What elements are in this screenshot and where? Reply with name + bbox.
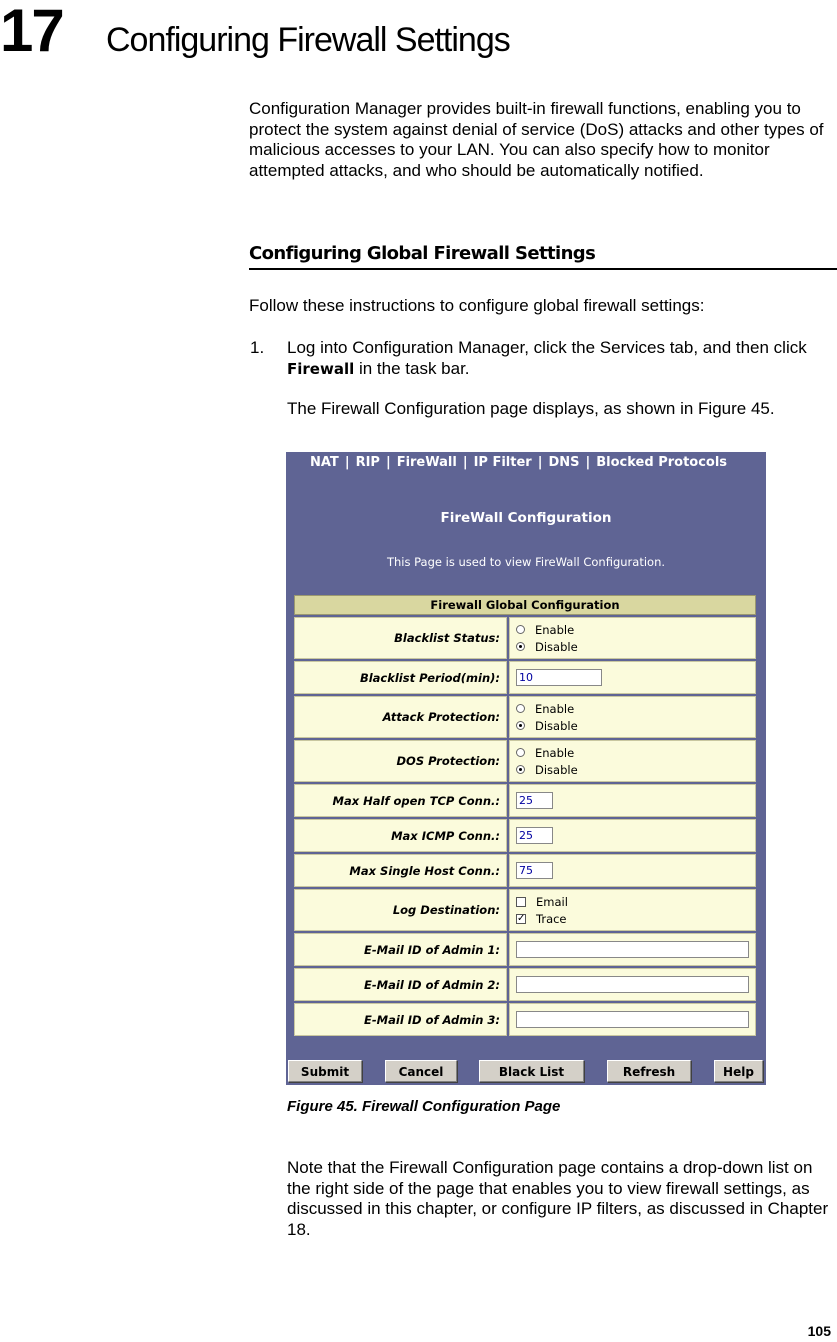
email-admin-3-label: E-Mail ID of Admin 3: (294, 1003, 507, 1036)
email-admin-2-input[interactable] (516, 976, 749, 993)
nav-nat[interactable]: NAT (310, 455, 339, 470)
section-heading: Configuring Global Firewall Settings (249, 243, 837, 270)
log-email-checkbox[interactable] (516, 897, 526, 907)
nav-separator: | (585, 455, 591, 470)
firewall-global-table (292, 593, 758, 1038)
step-text-before: Log into Configuration Manager, click the Services tab, and then click (287, 338, 807, 357)
firewall-config-screenshot (286, 452, 766, 1085)
nav-rip[interactable]: RIP (355, 455, 380, 470)
step-text-after: in the task bar. (354, 358, 470, 378)
step-number: 1. (250, 338, 265, 357)
attack-disable-radio[interactable] (516, 721, 525, 730)
option-label: Disable (535, 718, 578, 733)
nav-separator: | (537, 455, 543, 470)
blacklist-period-input[interactable]: 10 (516, 669, 602, 686)
black-list-button[interactable]: Black List (479, 1060, 584, 1082)
screenshot-nav (310, 455, 727, 470)
log-destination-label: Log Destination: (294, 889, 507, 931)
max-half-open-label: Max Half open TCP Conn.: (294, 784, 507, 817)
table-row (294, 819, 756, 852)
blacklist-status-label: Blacklist Status: (294, 617, 507, 659)
attack-enable-radio[interactable] (516, 704, 525, 713)
option-label: Disable (535, 762, 578, 777)
log-trace-checkbox[interactable]: ✓ (517, 912, 526, 924)
step-text-bold: Firewall (287, 359, 355, 378)
max-icmp-input[interactable]: 25 (516, 827, 553, 844)
option-label: Disable (535, 639, 578, 654)
option-label: Email (536, 894, 568, 909)
max-icmp-label: Max ICMP Conn.: (294, 819, 507, 852)
blacklist-enable-radio[interactable] (516, 625, 525, 634)
table-row (294, 784, 756, 817)
table-row (294, 661, 756, 694)
table-row (294, 740, 756, 782)
help-button[interactable]: Help (714, 1060, 763, 1082)
dos-enable-radio[interactable] (516, 748, 525, 757)
chapter-title: Configuring Firewall Settings (106, 21, 510, 59)
cancel-button[interactable]: Cancel (385, 1060, 457, 1082)
nav-separator: | (385, 455, 391, 470)
max-half-open-input[interactable]: 25 (516, 792, 553, 809)
step-result: The Firewall Configuration page displays, as shown in Figure 45. (287, 399, 775, 418)
table-row (294, 1003, 756, 1036)
table-row (294, 854, 756, 887)
page-number: 105 (807, 1323, 831, 1339)
nav-separator: | (344, 455, 350, 470)
option-label: Trace (536, 911, 567, 926)
blacklist-disable-radio[interactable] (516, 642, 525, 651)
option-label: Enable (535, 622, 575, 637)
table-header: Firewall Global Configuration (294, 595, 756, 615)
email-admin-1-label: E-Mail ID of Admin 1: (294, 933, 507, 966)
blacklist-status-options (509, 617, 756, 659)
email-admin-1-input[interactable] (516, 941, 749, 958)
table-row (294, 933, 756, 966)
submit-button[interactable]: Submit (288, 1060, 362, 1082)
note-paragraph: Note that the Firewall Configuration page contains a drop-down list on the right side of the page that enables you to view firewall settings, as discussed in this chapter, or configure IP filters, as discussed in Chapter 18. (287, 1158, 829, 1239)
email-admin-2-label: E-Mail ID of Admin 2: (294, 968, 507, 1001)
table-row (294, 968, 756, 1001)
option-label: Enable (535, 701, 575, 716)
screenshot-subtitle: This Page is used to view FireWall Configuration. (386, 555, 666, 569)
dos-protection-label: DOS Protection: (294, 740, 507, 782)
figure-caption: Figure 45. Firewall Configuration Page (287, 1098, 561, 1115)
attack-protection-label: Attack Protection: (294, 696, 507, 738)
screenshot-title: FireWall Configuration (440, 510, 612, 526)
dos-disable-radio[interactable] (516, 765, 525, 774)
option-label: Enable (535, 745, 575, 760)
blacklist-period-label: Blacklist Period(min): (294, 661, 507, 694)
nav-ip-filter[interactable]: IP Filter (473, 455, 532, 470)
table-row (294, 696, 756, 738)
intro-paragraph: Configuration Manager provides built-in firewall functions, enabling you to protect the system against denial of service (DoS) attacks and other types of malicious accesses to your LAN. You can also specify how to monitor attempted attacks, and who should be automatically notified. (249, 99, 824, 180)
refresh-button[interactable]: Refresh (607, 1060, 691, 1082)
max-single-host-input[interactable]: 75 (516, 862, 553, 879)
max-single-host-label: Max Single Host Conn.: (294, 854, 507, 887)
button-row (286, 1060, 766, 1084)
nav-blocked-protocols[interactable]: Blocked Protocols (596, 455, 728, 470)
step-text (287, 338, 827, 379)
email-admin-3-input[interactable] (516, 1011, 749, 1028)
nav-separator: | (462, 455, 468, 470)
nav-dns[interactable]: DNS (548, 455, 580, 470)
chapter-number: 17 (0, 0, 63, 64)
nav-firewall[interactable]: FireWall (396, 455, 457, 470)
table-row (294, 889, 756, 931)
instructions-paragraph: Follow these instructions to configure global firewall settings: (249, 296, 705, 315)
table-row (294, 617, 756, 659)
